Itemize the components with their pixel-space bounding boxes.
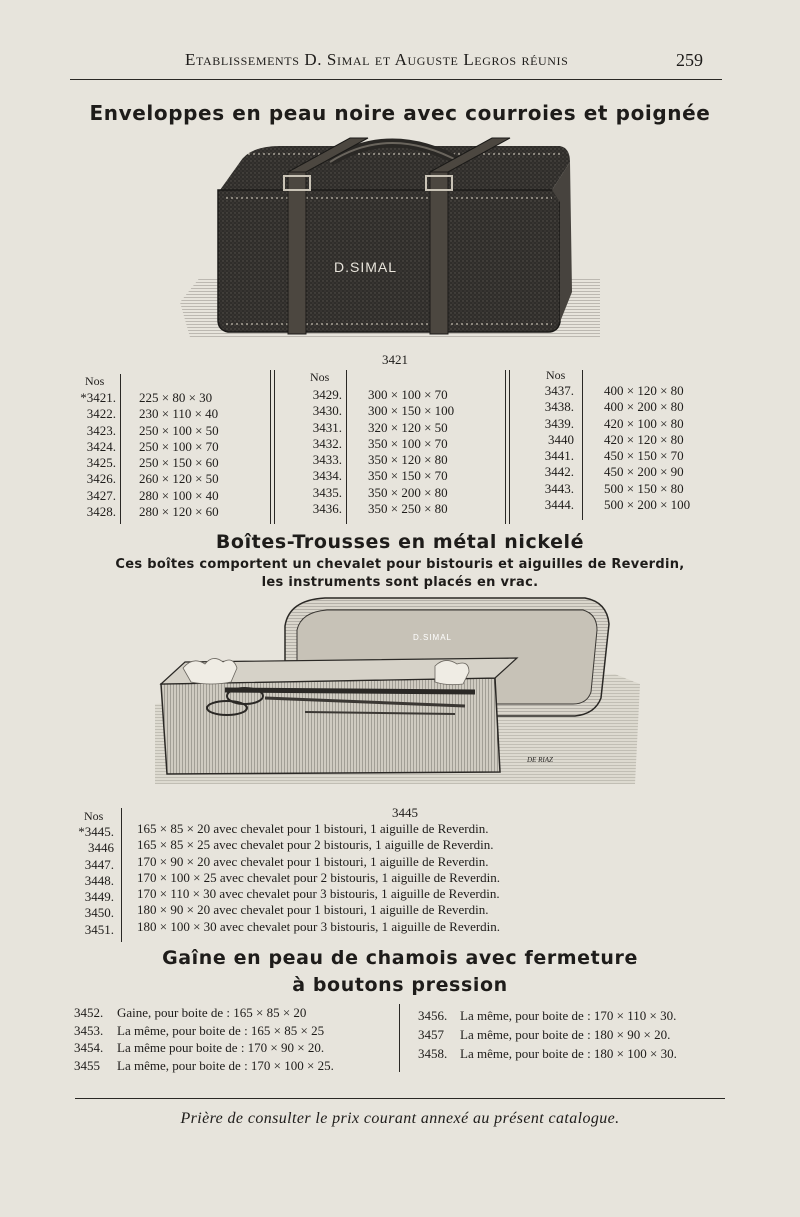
- table-row-no: 3452.: [74, 1005, 104, 1020]
- table-row-no: 3437.: [544, 383, 574, 398]
- table-row-dim: 350 × 100 × 70: [368, 435, 448, 451]
- table-row-no: 3428.: [86, 504, 116, 520]
- table-row-dim: 350 × 200 × 80: [368, 484, 448, 500]
- table-row-desc: 170 × 100 × 25 avec chevalet pour 2 bistouris, 1 aiguille de Reverdin.: [137, 869, 501, 885]
- table-row-no: 3441.: [544, 448, 574, 464]
- box-label: D.SIMAL: [413, 633, 453, 642]
- table-row-desc: La même, pour boite de : 165 × 85 × 25: [117, 1022, 325, 1038]
- table-row-no: 3450.: [84, 905, 114, 921]
- figure-number-3421: 3421: [382, 352, 408, 367]
- sec1-divider-3: [346, 370, 347, 524]
- header-rule: [70, 79, 722, 80]
- bag-label: D.SIMAL: [334, 259, 398, 275]
- table-row-desc: La même, pour boite de : 170 × 110 × 30.: [460, 1008, 677, 1023]
- section2-title: Boîtes-Trousses en métal nickelé: [215, 531, 585, 553]
- nos-label-col3: Nos: [546, 368, 566, 382]
- table-row-no: 3439.: [544, 415, 574, 431]
- table-row-desc: Gaine, pour boite de : 165 × 85 × 20: [117, 1005, 307, 1020]
- footer-note: Prière de consulter le prix courant annexé au présent catalogue.: [180, 1110, 620, 1127]
- sec1-divider-5: [582, 370, 583, 520]
- table-row-no: 3436.: [312, 501, 342, 517]
- section1-title: Enveloppes en peau noire avec courroies et poignée: [89, 101, 711, 125]
- section2-subtitle-line1: Ces boîtes comportent un chevalet pour bistouris et aiguilles de Reverdin,: [115, 557, 685, 572]
- table-row-no: 3451.: [84, 921, 114, 937]
- table-row-no: 3440: [548, 431, 574, 447]
- table-row-dim: 280 × 100 × 40: [139, 487, 219, 503]
- footer-rule: [75, 1098, 725, 1099]
- table-row-no: 3446: [88, 840, 114, 856]
- sec1-divider-4b: [509, 370, 510, 524]
- table-row-no: 3442.: [544, 464, 574, 480]
- sec1-col2-dims: [368, 387, 454, 517]
- table-row-dim: 300 × 100 × 70: [368, 387, 448, 402]
- table-row-desc: 170 × 110 × 30 avec chevalet pour 3 bistouris, 1 aiguille de Reverdin.: [137, 886, 500, 902]
- table-row-no: *3421.: [80, 390, 116, 405]
- table-row-no: 3435.: [312, 484, 342, 500]
- page-number: 259: [676, 50, 703, 70]
- table-row-dim: 250 × 150 × 60: [139, 455, 219, 471]
- sec2-divider: [121, 808, 122, 942]
- table-row-desc: La même, pour boite de : 170 × 100 × 25.: [117, 1057, 334, 1073]
- table-row-dim: 500 × 150 × 80: [604, 480, 684, 496]
- sec3-divider: [399, 1004, 400, 1072]
- table-row-dim: 450 × 150 × 70: [604, 448, 684, 464]
- nos-label-col1: Nos: [85, 374, 105, 388]
- table-row-desc: La même pour boite de : 170 × 90 × 20.: [117, 1040, 325, 1056]
- table-row-no: 3438.: [544, 399, 574, 415]
- table-row-dim: 250 × 100 × 70: [139, 438, 219, 454]
- sec1-col3-numbers: [532, 383, 574, 513]
- sec3-left-descriptions: [117, 1004, 334, 1074]
- table-row-no: 3425.: [86, 455, 116, 471]
- table-row-desc: 165 × 85 × 20 avec chevalet pour 1 bistouri, 1 aiguille de Reverdin.: [137, 821, 489, 836]
- table-row-no: 3429.: [312, 387, 342, 402]
- running-head-title: Etablissements D. Simal et Auguste Legros réunis: [185, 50, 569, 69]
- table-row-no: 3431.: [312, 419, 342, 435]
- table-row-dim: 350 × 250 × 80: [368, 501, 448, 517]
- table-row-dim: 280 × 120 × 60: [139, 504, 219, 520]
- nos-label-col2: Nos: [310, 370, 330, 384]
- table-row-dim: 350 × 150 × 70: [368, 468, 448, 484]
- table-row-desc: 165 × 85 × 25 avec chevalet pour 2 bistouris, 1 aiguille de Reverdin.: [137, 837, 494, 853]
- table-row-dim: 320 × 120 × 50: [368, 419, 448, 435]
- table-row-no: 3427.: [86, 487, 116, 503]
- sec1-col1-dims: [139, 390, 219, 520]
- table-row-desc: La même, pour boite de : 180 × 100 × 30.: [460, 1046, 677, 1061]
- leather-case-illustration: [170, 132, 610, 344]
- table-row-no: 3447.: [84, 856, 114, 872]
- table-row-no: 3424.: [86, 438, 116, 454]
- table-row-no: 3456.: [418, 1008, 448, 1023]
- table-row-dim: 450 × 200 × 90: [604, 464, 684, 480]
- table-row-no: 3422.: [86, 406, 116, 422]
- sec2-descriptions: [137, 821, 500, 935]
- table-row-no: 3458.: [418, 1046, 448, 1061]
- sec2-numbers: [70, 824, 114, 938]
- table-row-dim: 350 × 120 × 80: [368, 452, 448, 468]
- sec1-divider-1: [120, 374, 121, 524]
- table-row-dim: 260 × 120 × 50: [139, 471, 219, 487]
- sec1-divider-4: [505, 370, 506, 524]
- table-row-no: 3433.: [312, 452, 342, 468]
- sec1-col2-numbers: [300, 387, 342, 517]
- sec1-divider-2: [270, 370, 271, 524]
- table-row-dim: 225 × 80 × 30: [139, 390, 213, 405]
- table-row-no: 3434.: [312, 468, 342, 484]
- figure-number-3445: 3445: [392, 805, 418, 820]
- table-row-dim: 230 × 110 × 40: [139, 406, 219, 422]
- sec1-col3-dims: [604, 383, 690, 513]
- sec1-divider-2b: [274, 370, 275, 524]
- section2-subtitle-line2: les instruments sont placés en vrac.: [261, 575, 539, 590]
- sec3-right-numbers: [418, 1006, 456, 1063]
- table-row-no: 3457: [418, 1027, 444, 1042]
- sec3-left-numbers: [74, 1004, 112, 1074]
- table-row-dim: 400 × 120 × 80: [604, 383, 684, 398]
- table-row-desc: 180 × 90 × 20 avec chevalet pour 1 bistouri, 1 aiguille de Reverdin.: [137, 902, 489, 918]
- table-row-dim: 420 × 100 × 80: [604, 415, 684, 431]
- table-row-no: 3453.: [74, 1022, 104, 1038]
- section3-title-line1: Gaîne en peau de chamois avec fermeture: [162, 947, 638, 969]
- running-head: [0, 50, 800, 72]
- table-row-desc: La même, pour boite de : 180 × 90 × 20.: [460, 1027, 671, 1042]
- nickel-box-illustration: [155, 594, 645, 794]
- nos-label-sec2: Nos: [84, 809, 104, 823]
- table-row-no: 3430.: [312, 403, 342, 419]
- table-row-no: 3443.: [544, 480, 574, 496]
- sec1-col1-numbers: [76, 390, 116, 520]
- table-row-dim: 420 × 120 × 80: [604, 431, 684, 447]
- table-row-no: 3455: [74, 1057, 100, 1073]
- engraver-signature: DE RIAZ: [527, 756, 553, 764]
- table-row-dim: 400 × 200 × 80: [604, 399, 684, 415]
- table-row-desc: 180 × 100 × 30 avec chevalet pour 3 bistouris, 1 aiguille de Reverdin.: [137, 918, 501, 934]
- table-row-no: 3448.: [84, 872, 114, 888]
- table-row-no: 3432.: [312, 435, 342, 451]
- table-row-no: *3445.: [78, 824, 114, 839]
- table-row-dim: 500 × 200 × 100: [604, 497, 691, 513]
- table-row-no: 3444.: [544, 497, 574, 513]
- table-row-no: 3454.: [74, 1040, 104, 1056]
- table-row-no: 3426.: [86, 471, 116, 487]
- table-row-no: 3423.: [86, 422, 116, 438]
- table-row-desc: 170 × 90 × 20 avec chevalet pour 1 bistouri, 1 aiguille de Reverdin.: [137, 853, 489, 869]
- section3-title-line2: à boutons pression: [292, 974, 508, 996]
- sec3-right-descriptions: [460, 1006, 677, 1063]
- table-row-dim: 250 × 100 × 50: [139, 422, 219, 438]
- table-row-no: 3449.: [84, 889, 114, 905]
- table-row-dim: 300 × 150 × 100: [368, 403, 455, 419]
